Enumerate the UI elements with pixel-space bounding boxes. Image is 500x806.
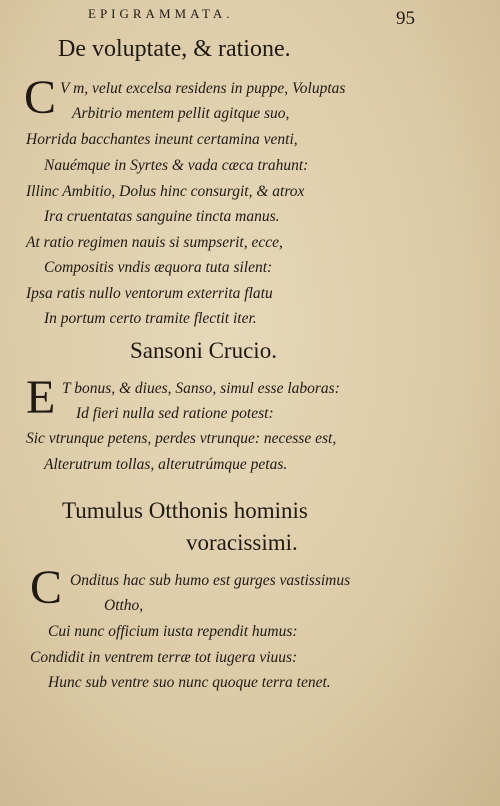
poem2-drop-initial: E <box>26 371 56 424</box>
poem1-drop-initial: C <box>24 71 57 124</box>
poem1-line-3: Horrida bacchantes ineunt certamina venti, <box>26 131 298 148</box>
page-number: 95 <box>396 8 415 29</box>
poem3-line-1: Onditus hac sub humo est gurges vastissimus <box>70 572 351 589</box>
poem3-line-2: Ottho, <box>104 597 144 614</box>
poem1-line-1: V m, velut excelsa residens in puppe, Voluptas <box>60 80 346 97</box>
poem2-line-2: Id fieri nulla sed ratione potest: <box>76 405 274 422</box>
poem2-line-1: T bonus, & diues, Sanso, simul esse laboras: <box>62 380 340 397</box>
poem1-line-7: At ratio regimen nauis si sumpserit, ecce, <box>26 234 283 251</box>
poem1-line-2: Arbitrio mentem pellit agitque suo, <box>72 105 290 122</box>
poem1-line-9: Ipsa ratis nullo ventorum exterrita flatu <box>26 285 273 302</box>
poem2-line-3: Sic vtrunque petens, perdes vtrunque: necesse est, <box>26 430 337 447</box>
poem1-line-6: Ira cruentatas sanguine tincta manus. <box>44 208 280 225</box>
poem1-line-8: Compositis vndis æquora tuta silent: <box>44 259 273 276</box>
poem3-title-line-2: voracissimi. <box>186 530 298 555</box>
poem1-line-10: In portum certo tramite flectit iter. <box>44 310 257 327</box>
poem2-title: Sansoni Crucio. <box>130 338 277 363</box>
poem2-line-4: Alterutrum tollas, alterutrúmque petas. <box>44 456 288 473</box>
poem1-title: De voluptate, & ratione. <box>58 36 291 62</box>
poem1-line-4: Nauémque in Syrtes & vada cæca trahunt: <box>44 157 309 174</box>
poem3-title-line-1: Tumulus Otthonis hominis <box>62 498 308 523</box>
poem3-line-4: Condidit in ventrem terræ tot iugera viuus: <box>30 649 298 666</box>
poem1-line-5: Illinc Ambitio, Dolus hinc consurgit, & atrox <box>26 183 305 200</box>
poem3-line-5: Hunc sub ventre suo nunc quoque terra tenet. <box>48 674 331 691</box>
poem3-drop-initial: C <box>30 561 63 614</box>
running-head: EPIGRAMMATA. <box>88 6 234 21</box>
poem3-line-3: Cui nunc officium iusta rependit humus: <box>48 623 298 640</box>
